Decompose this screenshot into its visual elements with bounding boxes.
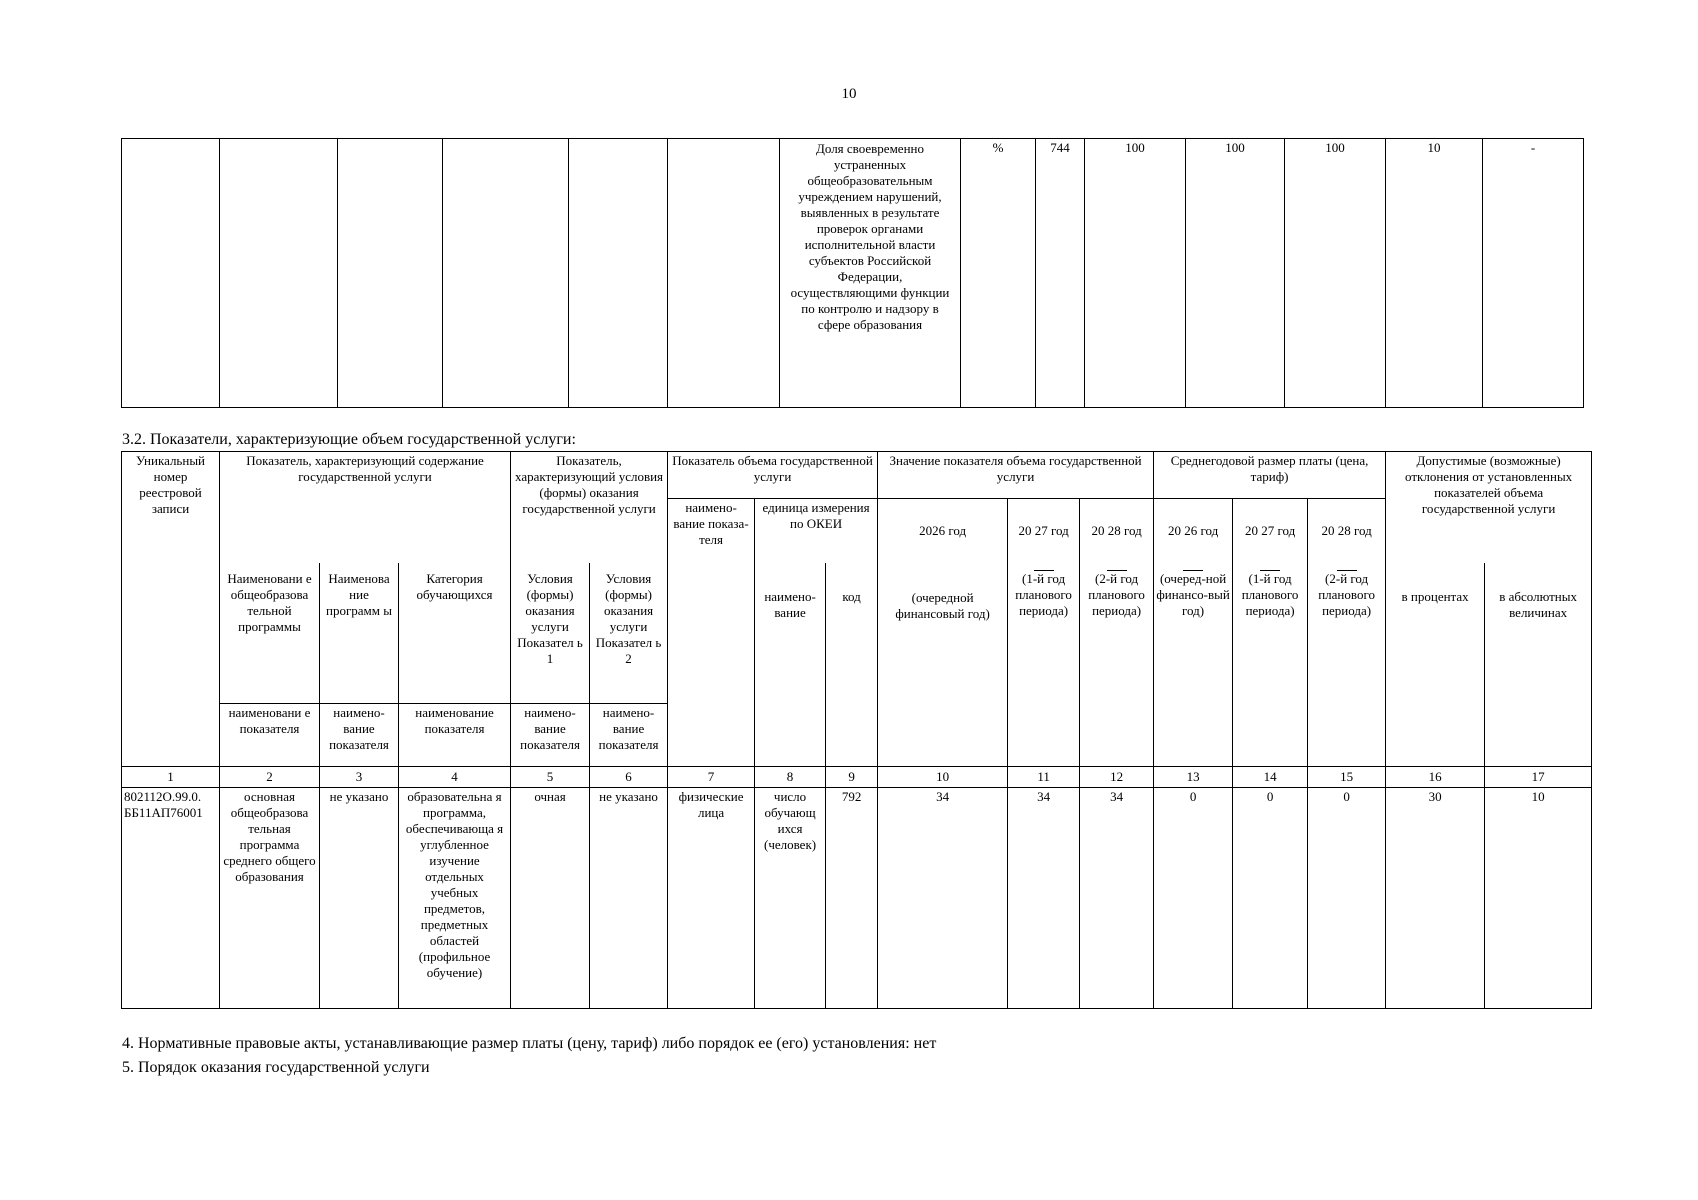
deviation-absolute: - xyxy=(1483,139,1584,408)
fee-2027: 0 xyxy=(1233,788,1308,1009)
header-sub-name-5: наимено-вание показателя xyxy=(590,704,668,767)
header-condition-1: Условия (формы) оказания услуги Показател ь 1 xyxy=(511,563,590,704)
fee-2026: 0 xyxy=(1154,788,1233,1009)
header-sub-name-3: наименование показателя xyxy=(399,704,511,767)
header-content-indicator: Показатель, характеризующий содержание государственной услуги xyxy=(220,452,511,563)
column-number: 12 xyxy=(1080,767,1154,788)
empty-cell xyxy=(338,139,443,408)
deviation-percent: 30 xyxy=(1386,788,1485,1009)
empty-cell xyxy=(122,139,220,408)
student-category: образовательна я программа, обеспечивающа я углубленное изучение отдельных учебных предметов, предметных областей (профильное обучение) xyxy=(399,788,511,1009)
column-number: 11 xyxy=(1008,767,1080,788)
header-row xyxy=(122,563,1592,704)
unique-number: 802112О.99.0. ББ11АП76001 xyxy=(122,788,220,1009)
table-row xyxy=(122,788,1592,1009)
header-volume-value: Значение показателя объема государственной услуги xyxy=(878,452,1154,499)
deviation-percent: 10 xyxy=(1386,139,1483,408)
header-in-absolute: в абсолютных величинах xyxy=(1485,563,1592,767)
header-fee-2026-note: (очеред-ной финансо-вый год) xyxy=(1154,563,1233,767)
header-year-2028-note: (2-й год планового периода) xyxy=(1080,563,1154,767)
header-unit-okei: единица измерения по ОКЕИ xyxy=(755,499,878,563)
header-sub-name-4: наимено-вание показателя xyxy=(511,704,590,767)
header-student-category: Категория обучающихся xyxy=(399,563,511,704)
header-row xyxy=(122,452,1592,499)
condition-1: очная xyxy=(511,788,590,1009)
column-number: 7 xyxy=(668,767,755,788)
header-year-2027: 20 27 год xyxy=(1008,499,1080,563)
condition-2: не указано xyxy=(590,788,668,1009)
column-number: 14 xyxy=(1233,767,1308,788)
indicator-name: Доля своевременно устраненных общеобразовательным учреждением нарушений, выявленных в результате проверок органами исполнительной власти субъектов Российской Федерации, осуществляющими функции по контролю и надзору в сфере образования xyxy=(780,139,961,408)
column-number: 15 xyxy=(1308,767,1386,788)
column-number: 17 xyxy=(1485,767,1592,788)
header-in-percent: в процентах xyxy=(1386,563,1485,767)
volume-indicators-table xyxy=(121,451,1592,1009)
value-2028: 34 xyxy=(1080,788,1154,1009)
header-indicator-name: наимено-вание показа-теля xyxy=(668,499,755,767)
column-number: 8 xyxy=(755,767,826,788)
header-year-2027-note: (1-й год планового периода) xyxy=(1008,563,1080,767)
header-sub-name-1: наименовани е показателя xyxy=(220,704,320,767)
section-title: 3.2. Показатели, характеризующие объем государственной услуги: xyxy=(122,431,576,448)
value-2027: 100 xyxy=(1186,139,1285,408)
column-numbers-row xyxy=(122,767,1592,788)
header-year-2026: 2026 год xyxy=(878,499,1008,563)
column-number: 3 xyxy=(320,767,399,788)
column-number: 2 xyxy=(220,767,320,788)
column-number: 10 xyxy=(878,767,1008,788)
deviation-absolute: 10 xyxy=(1485,788,1592,1009)
empty-cell xyxy=(443,139,569,408)
header-year-2028: 20 28 год xyxy=(1080,499,1154,563)
header-unit-code: код xyxy=(826,563,878,767)
program-name: не указано xyxy=(320,788,399,1009)
unit-name: число обучающ ихся (человек) xyxy=(755,788,826,1009)
column-number: 16 xyxy=(1386,767,1485,788)
unit-code: 744 xyxy=(1036,139,1085,408)
header-deviations: Допустимые (возможные) отклонения от установленных показателей объема государственной услуги xyxy=(1386,452,1592,563)
value-2028: 100 xyxy=(1285,139,1386,408)
value-2027: 34 xyxy=(1008,788,1080,1009)
header-year-2026-note: (очередной финансовый год) xyxy=(878,563,1008,767)
column-number: 1 xyxy=(122,767,220,788)
empty-cell xyxy=(220,139,338,408)
header-fee-2027: 20 27 год xyxy=(1233,499,1308,563)
header-avg-fee: Среднегодовой размер платы (цена, тариф) xyxy=(1154,452,1386,499)
unit-code: 792 xyxy=(826,788,878,1009)
header-condition-indicator: Показатель, характеризующий условия (формы) оказания государственной услуги xyxy=(511,452,668,563)
empty-cell xyxy=(569,139,668,408)
header-program-name-2: Наименова ние программ ы xyxy=(320,563,399,704)
column-number: 4 xyxy=(399,767,511,788)
section-4-text: 4. Нормативные правовые акты, устанавливающие размер платы (цену, тариф) либо порядок ее (его) установления: нет xyxy=(122,1035,937,1052)
header-volume-indicator: Показатель объема государственной услуги xyxy=(668,452,878,499)
program: основная общеобразова тельная программа среднего общего образования xyxy=(220,788,320,1009)
value-2026: 34 xyxy=(878,788,1008,1009)
column-number: 5 xyxy=(511,767,590,788)
header-unique-number: Уникальный номер реестровой записи xyxy=(122,452,220,767)
value-2026: 100 xyxy=(1085,139,1186,408)
table-row xyxy=(122,139,1584,408)
column-number: 6 xyxy=(590,767,668,788)
header-unit-name: наимено-вание xyxy=(755,563,826,767)
indicator-name: физические лица xyxy=(668,788,755,1009)
header-sub-name-2: наимено-вание показателя xyxy=(320,704,399,767)
header-fee-2027-note: (1-й год планового периода) xyxy=(1233,563,1308,767)
header-condition-2: Условия (формы) оказания услуги Показател ь 2 xyxy=(590,563,668,704)
header-fee-2028-note: (2-й год планового периода) xyxy=(1308,563,1386,767)
header-fee-2026: 20 26 год xyxy=(1154,499,1233,563)
page-number: 10 xyxy=(841,86,857,102)
header-fee-2028: 20 28 год xyxy=(1308,499,1386,563)
header-program-name: Наименовани е общеобразова тельной программы xyxy=(220,563,320,704)
empty-cell xyxy=(668,139,780,408)
column-number: 9 xyxy=(826,767,878,788)
section-5-text: 5. Порядок оказания государственной услуги xyxy=(122,1059,430,1076)
fee-2028: 0 xyxy=(1308,788,1386,1009)
unit-name: % xyxy=(961,139,1036,408)
quality-indicators-table-continuation xyxy=(121,138,1584,408)
column-number: 13 xyxy=(1154,767,1233,788)
